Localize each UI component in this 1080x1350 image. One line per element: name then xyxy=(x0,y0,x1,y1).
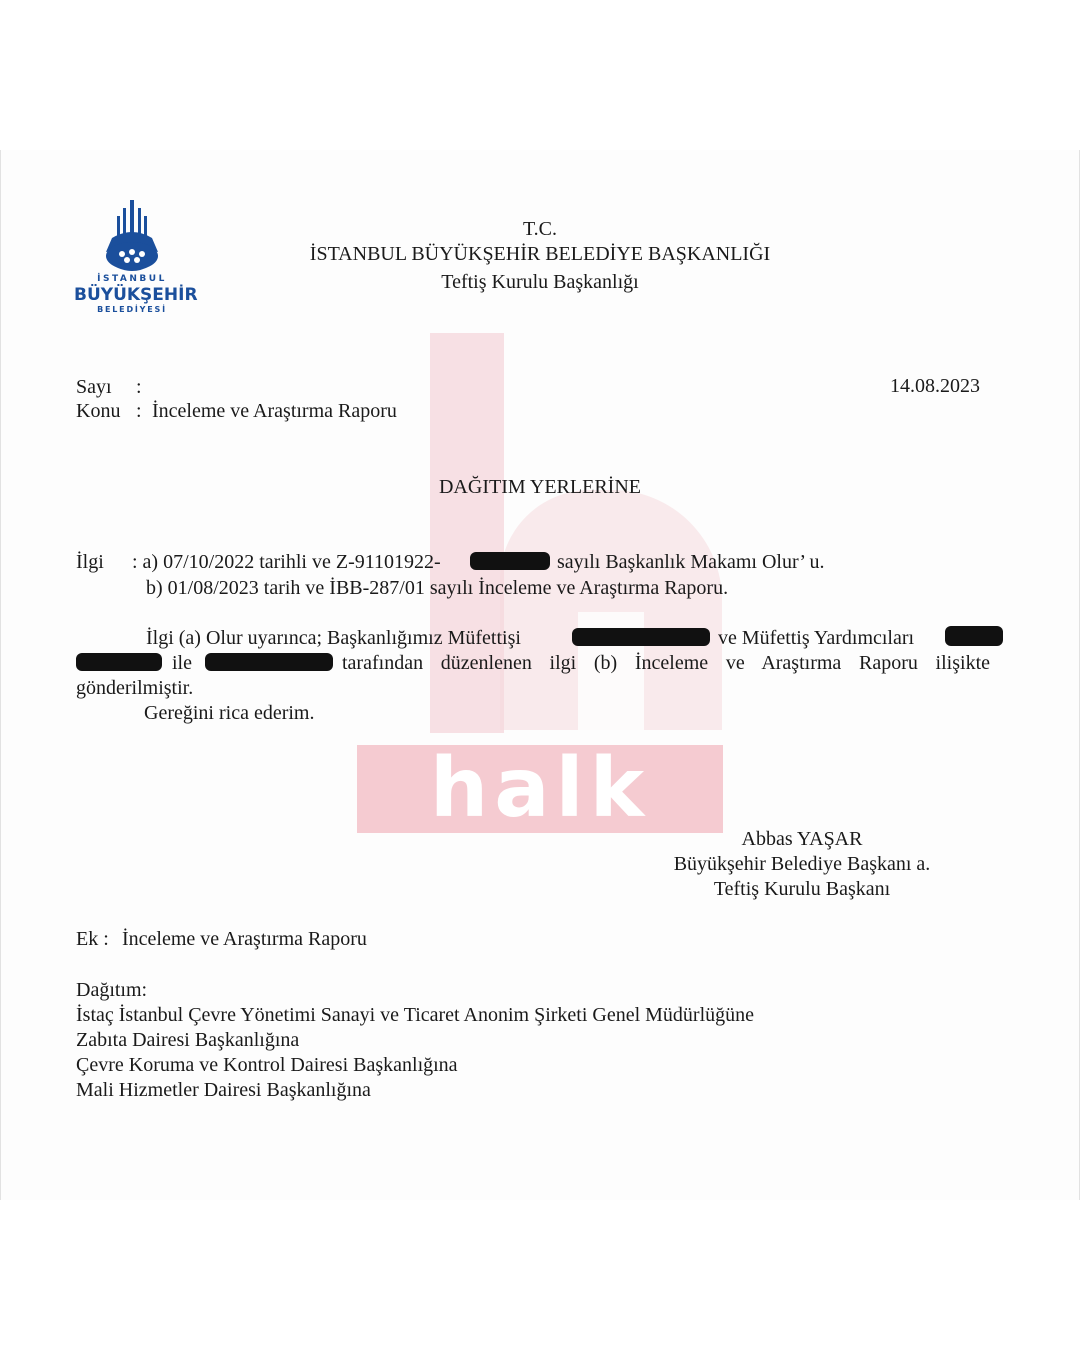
logo-caption-middle: BÜYÜKŞEHİR xyxy=(74,285,198,305)
distribution-label: Dağıtım: xyxy=(76,979,148,1001)
distribution-item: Çevre Koruma ve Kontrol Dairesi Başkanlığına xyxy=(76,1054,458,1076)
sayi-label: Sayı xyxy=(76,376,112,398)
distribution-item: Zabıta Dairesi Başkanlığına xyxy=(76,1029,300,1051)
body-line3: gönderilmiştir. xyxy=(76,677,194,699)
recipient-heading: DAĞITIM YERLERİNE xyxy=(438,476,641,498)
sayi-colon: : xyxy=(136,376,142,398)
distribution-item: Mali Hizmetler Dairesi Başkanlığına xyxy=(76,1079,371,1101)
logo-caption-top: İSTANBUL xyxy=(97,274,167,284)
redaction-assistant-name-2 xyxy=(76,653,162,671)
ilgi-a-prefix: : a) 07/10/2022 tarihli ve Z-91101922- xyxy=(132,551,441,573)
redaction-assistant-name-3 xyxy=(205,653,333,671)
redaction-ref-number xyxy=(470,552,550,570)
distribution-item: İstaç İstanbul Çevre Yönetimi Sanayi ve Ticaret Anonim Şirketi Genel Müdürlüğüne xyxy=(76,1004,755,1026)
konu-colon: : xyxy=(136,400,142,422)
signatory-title-2: Teftiş Kurulu Başkanı xyxy=(713,878,891,900)
header-institution: İSTANBUL BÜYÜKŞEHİR BELEDİYE BAŞKANLIĞI xyxy=(309,243,771,265)
ilgi-b: b) 01/08/2023 tarih ve İBB-287/01 sayılı İnceleme ve Araştırma Raporu. xyxy=(146,577,729,599)
watermark-text: halk xyxy=(429,741,651,836)
body-line1-a: İlgi (a) Olur uyarınca; Başkanlığımız Müfettişi xyxy=(146,627,521,649)
attachment-value: İnceleme ve Araştırma Raporu xyxy=(122,928,367,950)
document-date: 14.08.2023 xyxy=(890,375,980,397)
attachment-label: Ek : xyxy=(76,928,109,950)
header-department: Teftiş Kurulu Başkanlığı xyxy=(441,271,639,293)
header-tc: T.C. xyxy=(522,218,558,240)
konu-value: İnceleme ve Araştırma Raporu xyxy=(152,400,397,422)
body-line2-b: tarafından düzenlenen ilgi (b) İnceleme ve Araştırma Raporu ilişikte xyxy=(342,652,990,674)
redaction-inspector-name xyxy=(572,628,710,646)
body-closing: Gereğini rica ederim. xyxy=(144,702,315,724)
signatory-title-1: Büyükşehir Belediye Başkanı a. xyxy=(673,853,931,875)
konu-label: Konu xyxy=(76,400,121,422)
signatory-name: Abbas YAŞAR xyxy=(741,828,863,850)
ilgi-a-suffix: sayılı Başkanlık Makamı Olur’ u. xyxy=(557,551,825,573)
redaction-assistant-name-1 xyxy=(945,626,1003,646)
body-line2-a: ile xyxy=(172,652,192,674)
logo-caption-bottom: BELEDİYESİ xyxy=(97,305,167,314)
ilgi-label: İlgi xyxy=(76,551,104,573)
body-line1-b: ve Müfettiş Yardımcıları xyxy=(718,627,915,649)
